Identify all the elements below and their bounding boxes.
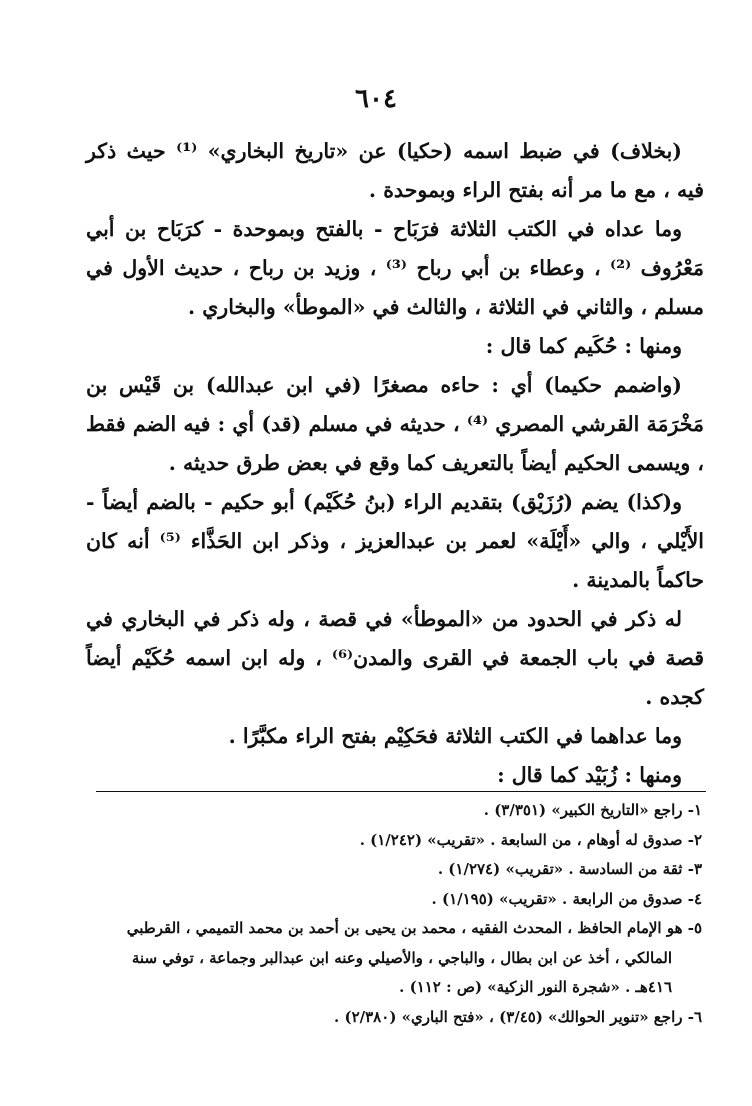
footnote: ٣- ثقة من السادسة . «تقريب» (١/٢٧٤) . — [437, 860, 702, 878]
paragraph: ومنها : زُبَيْد كما قال : — [497, 763, 682, 787]
paragraph: (واضمم حكيما) أي : حاءه مصغرًا (في ابن عبدالله) بن قَيْس بن مَخْرَمَة القرشي المصري ⁽⁴⁾ ، حديثه في مسلم (قد) أي : فيه الضم فقط ، ويسمى الحكيم أيضاً بالتعريف كما وقع في بعض طرق حديثه . — [86, 373, 704, 475]
footnote-continuation: المالكي ، أخذ عن ابن بطال ، والباجي ، والأصيلي وعنه ابن عبدالبر وجماعة ، توفي سنة — [131, 948, 672, 967]
footnote-divider — [96, 791, 706, 792]
paragraph: وما عداه في الكتب الثلاثة فرَبَاح - بالفتح وبموحدة - كرَبَاح بن أبي مَعْرُوف ⁽²⁾ ، وعطاء بن أبي رباح ⁽³⁾ ، وزيد بن رباح ، حديث الأول في مسلم ، والثاني في الثلاثة ، والثالث في «الموطأ» والبخاري . — [86, 217, 704, 319]
paragraph: و(كذا) يضم (رُزَيْق) بتقديم الراء (بنُ حُكَيْم) أبو حكيم - بالضم أيضاً - الأَيْلي ، والي «أَيْلَة» لعمر بن عبدالعزيز ، وذكر ابن الحَذَّاء ⁽⁵⁾ أنه كان حاكماً بالمدينة . — [86, 490, 704, 592]
paragraph: (بخلاف) في ضبط اسمه (حكيا) عن «تاريخ البخاري» ⁽¹⁾ حيث ذكر فيه ، مع ما مر أنه بفتح الراء وبموحدة . — [86, 139, 704, 202]
main-text — [86, 132, 704, 795]
footnote: ٤- صدوق من الرابعة . «تقريب» (١/١٩٥) . — [431, 889, 702, 908]
paragraph: له ذكر في الحدود من «الموطأ» في قصة ، وله ذكر في البخاري في قصة في باب الجمعة في القرى والمدن⁽⁶⁾ ، وله ابن اسمه حُكَيْم أيضاً كجده . — [86, 607, 704, 709]
footnote: ٦- راجع «تنوير الحوالك» (٣/٤٥) ، «فتح الباري» (٢/٣٨٠) . — [334, 1007, 702, 1026]
footnote: ١- راجع «التاريخ الكبير» (٣/٣٥١) . — [483, 801, 702, 819]
page-number: ٦٠٤ — [355, 84, 397, 114]
paragraph: وما عداهما في الكتب الثلاثة فحَكِيْم بفتح الراء مكبَّرًا . — [228, 724, 682, 748]
footnote: ٥- هو الإمام الحافظ ، المحدث الفقيه ، محمد بن يحيى بن أحمد بن محمد التميمي ، القرطبي — [126, 919, 702, 937]
footnote-continuation: ٤١٦هـ . «شجرة النور الزكية» (ص : ١١٢) . — [399, 978, 672, 996]
footnotes — [90, 796, 702, 1032]
paragraph: ومنها : حُكَيم كما قال : — [485, 334, 682, 358]
footnote: ٢- صدوق له أوهام ، من السابعة . «تقريب» (١/٢٤٢) . — [359, 830, 702, 849]
